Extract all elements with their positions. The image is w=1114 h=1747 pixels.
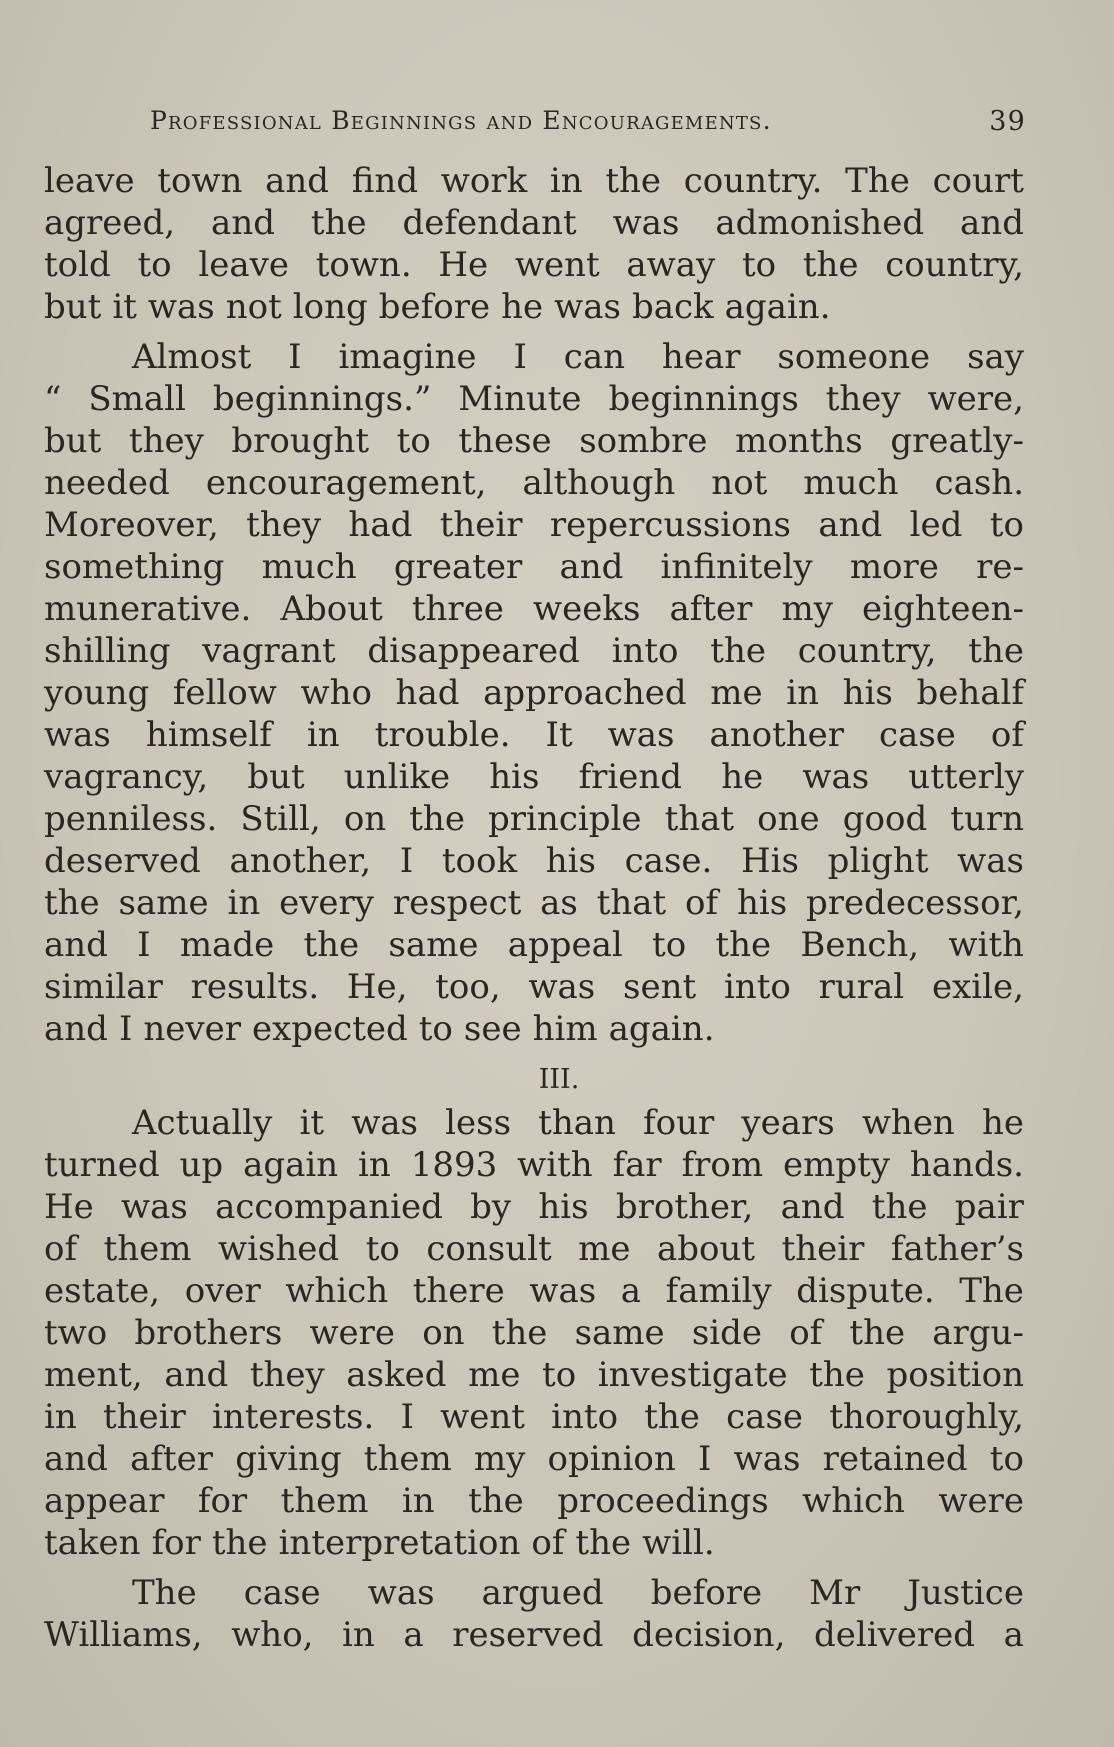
text-line: turned up again in 1893 with far from empty hands. xyxy=(44,1145,1024,1185)
text-line: and I never expected to see him again. xyxy=(44,1009,715,1049)
text-line: estate, over which there was a family dispute. The xyxy=(44,1271,1024,1311)
text-line: Actually it was less than four years when he xyxy=(132,1103,1024,1143)
text-line: something much greater and infinitely more re- xyxy=(44,547,1024,587)
text-line: the same in every respect as that of his predecessor, xyxy=(44,883,1024,923)
text-line: vagrancy, but unlike his friend he was utterly xyxy=(44,757,1024,797)
text-line: young fellow who had approached me in his behalf xyxy=(44,673,1024,713)
text-line: and after giving them my opinion I was retained to xyxy=(44,1439,1024,1479)
text-line: He was accompanied by his brother, and the pair xyxy=(44,1187,1024,1227)
text-line: Williams, who, in a reserved decision, delivered a xyxy=(44,1615,1024,1655)
text-line: Moreover, they had their repercussions and led to xyxy=(44,505,1024,545)
text-line: but it was not long before he was back again. xyxy=(44,287,831,327)
text-line: deserved another, I took his case. His plight was xyxy=(44,841,1024,881)
text-line: shilling vagrant disappeared into the country, the xyxy=(44,631,1024,671)
section-heading: III. xyxy=(538,1064,580,1095)
text-line: leave town and find work in the country. The court xyxy=(44,161,1024,201)
running-head-title: Professional Beginnings and Encouragements. xyxy=(150,106,772,135)
text-line: munerative. About three weeks after my eighteen- xyxy=(44,589,1024,629)
text-line: ment, and they asked me to investigate the position xyxy=(44,1355,1024,1395)
text-line: told to leave town. He went away to the country, xyxy=(44,245,1024,285)
text-line: The case was argued before Mr Justice xyxy=(132,1573,1024,1613)
text-line: agreed, and the defendant was admonished and xyxy=(44,203,1024,243)
text-line: similar results. He, too, was sent into rural exile, xyxy=(44,967,1024,1007)
text-line: “ Small beginnings.” Minute beginnings they were, xyxy=(44,379,1024,419)
running-head xyxy=(150,106,1026,146)
text-line: and I made the same appeal to the Bench, with xyxy=(44,925,1024,965)
text-line: needed encouragement, although not much cash. xyxy=(44,463,1024,503)
text-line: in their interests. I went into the case thoroughly, xyxy=(44,1397,1024,1437)
body-text xyxy=(44,160,1024,1656)
text-line: taken for the interpretation of the will. xyxy=(44,1523,715,1563)
page-number: 39 xyxy=(989,106,1026,137)
text-line: of them wished to consult me about their father’s xyxy=(44,1229,1024,1269)
text-line: was himself in trouble. It was another case of xyxy=(44,715,1024,755)
text-line: penniless. Still, on the principle that one good turn xyxy=(44,799,1024,839)
text-line: two brothers were on the same side of the argu- xyxy=(44,1313,1024,1353)
text-line: Almost I imagine I can hear someone say xyxy=(132,337,1024,377)
text-line: appear for them in the proceedings which were xyxy=(44,1481,1024,1521)
text-line: but they brought to these sombre months greatly- xyxy=(44,421,1024,461)
